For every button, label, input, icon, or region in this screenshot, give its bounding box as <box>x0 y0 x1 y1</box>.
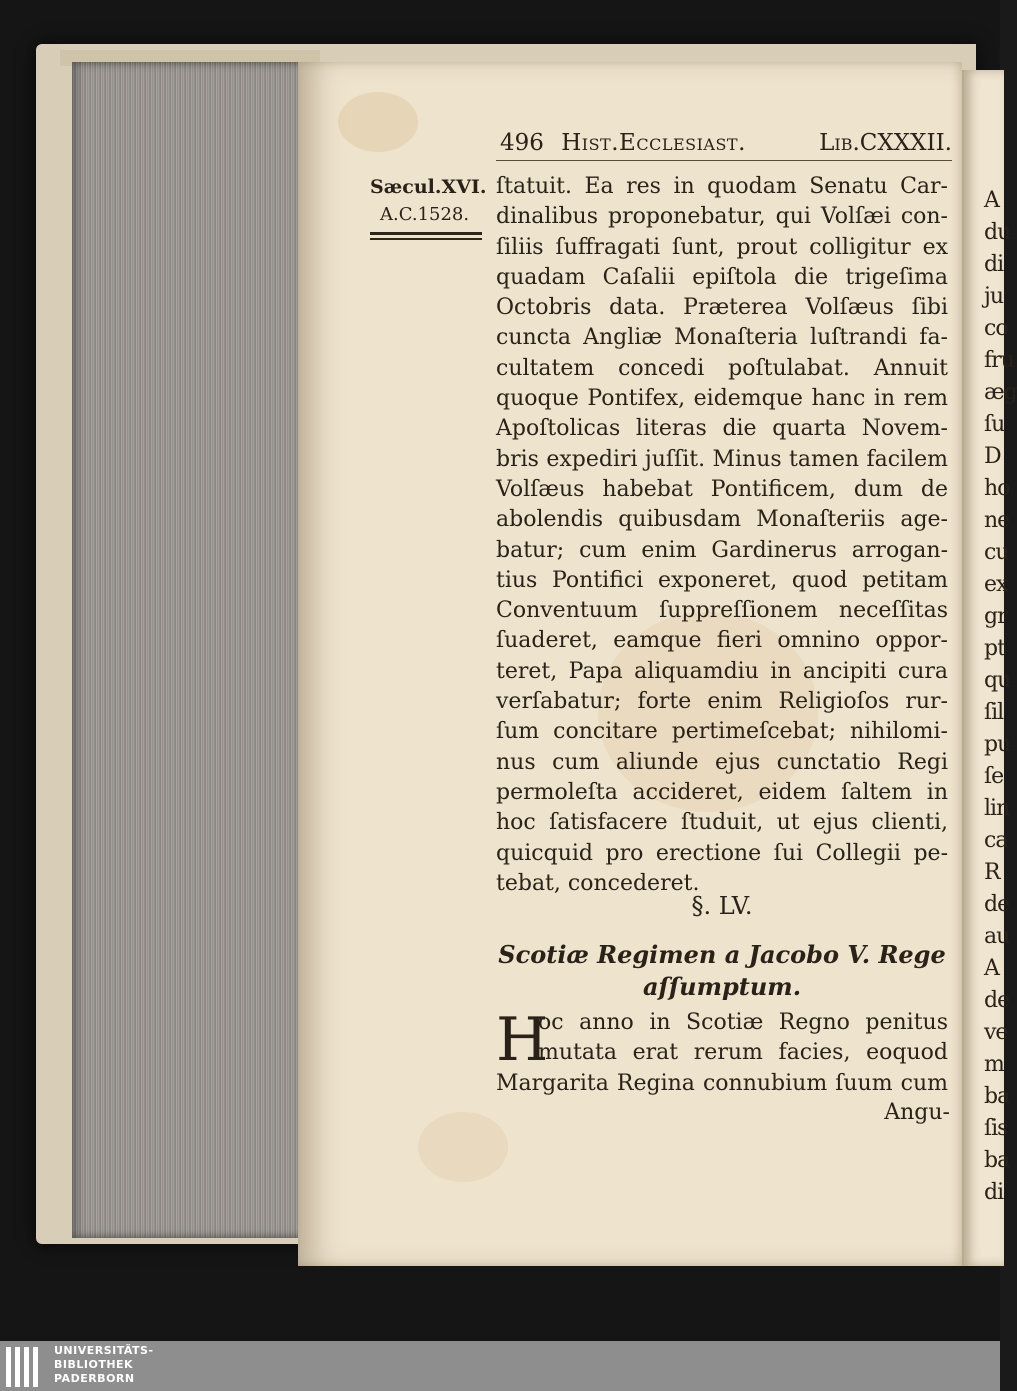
drop-cap: H <box>496 1005 549 1075</box>
text-line: permoleſta accideret, eidem ſaltem in <box>496 779 948 805</box>
text-line: oc anno in Scotiæ Regno penitus <box>538 1010 948 1035</box>
text-line: ſuaderet, eamque fieri omnino oppor- <box>496 628 948 654</box>
text-line: Apoſtolicas literas die quarta Novem- <box>496 416 948 442</box>
library-name: UNIVERSITÄTS- BIBLIOTHEK PADERBORN <box>54 1344 154 1385</box>
facing-page-text: fru <box>984 348 1014 373</box>
paper-stain <box>338 92 418 152</box>
text-line: teret, Papa aliquamdiu in ancipiti cura <box>496 658 948 684</box>
page-edges <box>72 62 310 1238</box>
library-footer <box>0 1341 1000 1391</box>
text-line: Margarita Regina connubium ſuum cum <box>496 1070 948 1096</box>
facing-page-text: ſu <box>984 412 1005 437</box>
text-line: nus cum aliunde ejus cunctatio Regi <box>496 749 948 775</box>
facing-page-text: co <box>984 316 1008 341</box>
book-number: Lib.CXXXII. <box>819 130 952 156</box>
facing-page-text: qu <box>984 668 1011 693</box>
text-line: bris expediri juſſit. Minus tamen facilem <box>496 446 948 472</box>
text-line: batur; cum enim Gardinerus arrogan- <box>496 537 948 563</box>
facing-page-text: ju <box>984 284 1003 309</box>
text-line: ſiliis ſuffragati ſunt, prout colligitur ex <box>496 234 948 260</box>
facing-page-text: au <box>984 924 1010 949</box>
text-line: cuncta Angliæ Monaſteria luſtrandi fa- <box>496 325 948 351</box>
section-title-continued: aſſumptum. <box>642 972 802 1001</box>
text-line: Volſæus habebat Pontificem, dum de <box>496 476 948 502</box>
facing-page-text: ba <box>984 1148 1010 1173</box>
second-paragraph <box>496 1005 948 1099</box>
facing-page-text: di <box>984 1180 1004 1205</box>
text-line: quicquid pro erectione ſui Collegii pe- <box>496 840 948 866</box>
facing-page-text: ca <box>984 828 1008 853</box>
section-title: Scotiæ Regimen a Jacobo V. Rege <box>498 940 946 969</box>
margin-rule <box>370 238 482 240</box>
facing-page-text: æg <box>984 380 1017 405</box>
text-line: Conventuum ſuppreſſionem neceſſitas <box>496 598 948 624</box>
text-line: quoque Pontifex, eidemque hanc in rem <box>496 386 948 412</box>
text-line: verſabatur; forte enim Religioſos rur- <box>496 689 948 715</box>
facing-page-text: ho <box>984 476 1010 501</box>
facing-page-text: pu <box>984 732 1011 757</box>
facing-page-text: ex <box>984 572 1008 597</box>
text-line: tius Pontifici exponeret, quod petitam <box>496 567 948 593</box>
text-line: abolendis quibusdam Monaſteriis age- <box>496 507 948 533</box>
facing-page-text: du <box>984 220 1011 245</box>
text-line: quadam Caſalii epiſtola die trigeſima <box>496 264 948 290</box>
header-rule <box>496 160 952 161</box>
text-line: tebat, concederet. <box>496 870 700 896</box>
facing-page-text: ve <box>984 1020 1008 1045</box>
facing-page-text: D <box>984 444 1001 469</box>
facing-page <box>962 70 1017 1266</box>
facing-page-text: ba <box>984 1084 1010 1109</box>
facing-page-text: m <box>984 1052 1004 1077</box>
facing-page-text: R <box>984 860 1000 885</box>
facing-page-text: lin <box>984 796 1010 821</box>
running-head-title: Hist.Ecclesiast. <box>561 130 746 156</box>
facing-page-text: A <box>984 956 999 981</box>
facing-page-text: de <box>984 988 1010 1013</box>
running-header <box>500 130 952 156</box>
catchword: Angu- <box>884 1100 950 1125</box>
facing-page-text: pt <box>984 636 1005 661</box>
facing-page-text: di <box>984 252 1004 277</box>
text-line: dinalibus proponebatur, qui Volſæi con- <box>496 204 948 230</box>
page-number: 496 <box>500 130 544 156</box>
text-line: mutata erat rerum facies, eoquod <box>538 1040 948 1066</box>
paper-stain <box>418 1112 508 1182</box>
body-paragraph <box>496 172 948 899</box>
facing-page-text: ſil <box>984 700 1004 725</box>
facing-page-text: cu <box>984 540 1009 565</box>
facing-page-text: ſis <box>984 1116 1008 1141</box>
text-line: hoc ſatisfacere ſtuduit, ut ejus clienti, <box>496 810 948 836</box>
margin-rule <box>370 232 482 235</box>
facing-page-text: gr <box>984 604 1007 629</box>
margin-year: A.C.1528. <box>380 204 470 225</box>
section-number: §. LV. <box>691 892 753 920</box>
text-line: Octobris data. Præterea Volſæus ſibi <box>496 295 948 321</box>
facing-page-text: de <box>984 892 1010 917</box>
facing-page-text: ne <box>984 508 1010 533</box>
text-line: ſum concitare pertimeſcebat; nihilomi- <box>496 719 948 745</box>
margin-century: Sæcul.XVI. <box>370 176 487 198</box>
text-line: ſtatuit. Ea res in quodam Senatu Car- <box>496 174 948 199</box>
library-logo-icon <box>6 1347 42 1387</box>
facing-page-text: A <box>984 188 999 213</box>
facing-page-text: ſe <box>984 764 1004 789</box>
text-line: cultatem concedi poſtulabat. Annuit <box>496 355 948 381</box>
